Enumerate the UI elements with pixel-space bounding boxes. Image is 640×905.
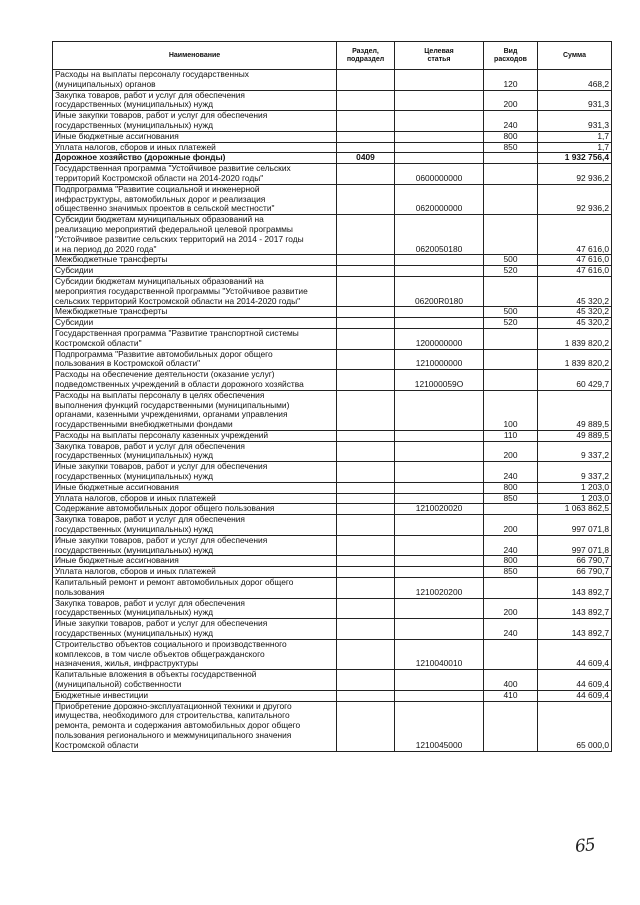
- row-sum: 1 203,0: [538, 482, 612, 493]
- row-section: [337, 430, 395, 441]
- row-section: [337, 307, 395, 318]
- handwritten-page-number: 65: [574, 835, 596, 857]
- row-sum: 1,7: [538, 142, 612, 153]
- row-name: Расходы на выплаты персоналу в целях обеспечения выполнения функций государственными (муниципальными) органами, казенными учреждениями, органами управления государственными внебюджетными фондами: [53, 390, 337, 430]
- header-expense-type: Вид расходов: [484, 42, 538, 70]
- row-name: Уплата налогов, сборов и иных платежей: [53, 567, 337, 578]
- row-name: Межбюджетные трансферты: [53, 307, 337, 318]
- row-section: [337, 164, 395, 185]
- row-expense-type: 120: [484, 70, 538, 91]
- row-article: [395, 567, 484, 578]
- row-name: Иные закупки товаров, работ и услуг для обеспечения государственных (муниципальных) нужд: [53, 462, 337, 483]
- row-name: Субсидии: [53, 318, 337, 329]
- table-row: [53, 131, 612, 142]
- table-row: [53, 349, 612, 370]
- row-section: [337, 131, 395, 142]
- row-sum: 47 616,0: [538, 266, 612, 277]
- row-sum: 143 892,7: [538, 578, 612, 599]
- row-article: [395, 153, 484, 164]
- row-section: [337, 441, 395, 462]
- header-section: Раздел, подраздел: [337, 42, 395, 70]
- row-name: Субсидии: [53, 266, 337, 277]
- row-name: Иные бюджетные ассигнования: [53, 131, 337, 142]
- row-name: Подпрограмма "Развитие автомобильных дорог общего пользования в Костромской области": [53, 349, 337, 370]
- row-expense-type: 240: [484, 462, 538, 483]
- row-expense-type: 200: [484, 515, 538, 536]
- table-row: [53, 493, 612, 504]
- row-section: [337, 515, 395, 536]
- row-name: Иные бюджетные ассигнования: [53, 556, 337, 567]
- row-section: [337, 619, 395, 640]
- row-article: 1210040010: [395, 639, 484, 669]
- row-sum: 143 892,7: [538, 598, 612, 619]
- row-section: [337, 70, 395, 91]
- row-section: [337, 639, 395, 669]
- row-article: [395, 535, 484, 556]
- row-section: [337, 266, 395, 277]
- row-name: Закупка товаров, работ и услуг для обеспечения государственных (муниципальных) нужд: [53, 515, 337, 536]
- row-sum: 1 839 820,2: [538, 328, 612, 349]
- row-sum: 66 790,7: [538, 567, 612, 578]
- budget-table: [52, 41, 612, 752]
- table-row: [53, 535, 612, 556]
- row-sum: 1,7: [538, 131, 612, 142]
- row-section: [337, 493, 395, 504]
- row-article: [395, 515, 484, 536]
- table-row: [53, 578, 612, 599]
- row-section: [337, 255, 395, 266]
- row-name: Подпрограмма "Развитие социальной и инженерной инфраструктуры, автомобильных дорог и реализация общественно значимых проектов в сельской местности": [53, 184, 337, 214]
- row-expense-type: 240: [484, 535, 538, 556]
- row-section: [337, 328, 395, 349]
- table-row: [53, 90, 612, 111]
- row-sum: 44 609,4: [538, 690, 612, 701]
- table-row: [53, 462, 612, 483]
- row-sum: 931,3: [538, 111, 612, 132]
- row-name: Расходы на выплаты персоналу казенных учреждений: [53, 430, 337, 441]
- row-article: 1200000000: [395, 328, 484, 349]
- row-expense-type: [484, 701, 538, 751]
- row-article: 1210000000: [395, 349, 484, 370]
- row-name: Закупка товаров, работ и услуг для обеспечения государственных (муниципальных) нужд: [53, 441, 337, 462]
- table-row: [53, 70, 612, 91]
- row-article: [395, 482, 484, 493]
- row-expense-type: [484, 328, 538, 349]
- table-row: [53, 255, 612, 266]
- row-section: [337, 690, 395, 701]
- row-expense-type: 850: [484, 142, 538, 153]
- row-name: Государственная программа "Развитие транспортной системы Костромской области": [53, 328, 337, 349]
- row-section: [337, 535, 395, 556]
- row-sum: 1 932 756,4: [538, 153, 612, 164]
- row-article: 0620050180: [395, 215, 484, 255]
- row-name: Субсидии бюджетам муниципальных образований на мероприятия государственной программы "Устойчивое развитие сельских территорий Костромской области на 2014-2020 годы": [53, 276, 337, 306]
- table-row: [53, 266, 612, 277]
- row-expense-type: [484, 276, 538, 306]
- row-article: [395, 430, 484, 441]
- row-name: Капитальный ремонт и ремонт автомобильных дорог общего пользования: [53, 578, 337, 599]
- row-sum: 997 071,8: [538, 535, 612, 556]
- row-name: Иные закупки товаров, работ и услуг для обеспечения государственных (муниципальных) нужд: [53, 535, 337, 556]
- row-name: Приобретение дорожно-эксплуатационной техники и другого имущества, необходимого для строительства, капитального ремонта, ремонта и содержания автомобильных дорог общего пользования регионального и межмуниципального значения Костромской области: [53, 701, 337, 751]
- table-row: [53, 690, 612, 701]
- row-section: [337, 462, 395, 483]
- table-body: [53, 70, 612, 752]
- row-expense-type: 100: [484, 390, 538, 430]
- row-sum: 92 936,2: [538, 164, 612, 185]
- row-name: Закупка товаров, работ и услуг для обеспечения государственных (муниципальных) нужд: [53, 598, 337, 619]
- row-sum: 49 889,5: [538, 430, 612, 441]
- row-expense-type: [484, 184, 538, 214]
- table-row: [53, 328, 612, 349]
- row-section: [337, 276, 395, 306]
- table-row: [53, 639, 612, 669]
- row-section: [337, 142, 395, 153]
- row-name: Уплата налогов, сборов и иных платежей: [53, 493, 337, 504]
- row-sum: 9 337,2: [538, 441, 612, 462]
- table-row: [53, 318, 612, 329]
- row-article: [395, 318, 484, 329]
- row-name: Иные закупки товаров, работ и услуг для обеспечения государственных (муниципальных) нужд: [53, 111, 337, 132]
- row-name: Расходы на выплаты персоналу государственных (муниципальных) органов: [53, 70, 337, 91]
- row-article: [395, 142, 484, 153]
- row-article: [395, 111, 484, 132]
- row-article: [395, 670, 484, 691]
- row-name: Капитальные вложения в объекты государственной (муниципальной) собственности: [53, 670, 337, 691]
- header-sum: Сумма: [538, 42, 612, 70]
- row-expense-type: 410: [484, 690, 538, 701]
- row-article: [395, 598, 484, 619]
- row-sum: 1 063 862,5: [538, 504, 612, 515]
- row-sum: 9 337,2: [538, 462, 612, 483]
- row-section: [337, 184, 395, 214]
- row-expense-type: [484, 153, 538, 164]
- row-section: 0409: [337, 153, 395, 164]
- row-article: 121000059О: [395, 370, 484, 391]
- row-sum: 66 790,7: [538, 556, 612, 567]
- row-expense-type: 520: [484, 266, 538, 277]
- row-sum: 60 429,7: [538, 370, 612, 391]
- table-row: [53, 619, 612, 640]
- table-row: [53, 184, 612, 214]
- row-article: [395, 390, 484, 430]
- row-expense-type: 850: [484, 493, 538, 504]
- table-row: [53, 567, 612, 578]
- table-row: [53, 482, 612, 493]
- row-article: [395, 131, 484, 142]
- row-sum: 44 609,4: [538, 670, 612, 691]
- row-expense-type: 520: [484, 318, 538, 329]
- row-article: 1210045000: [395, 701, 484, 751]
- table-row: [53, 390, 612, 430]
- row-article: [395, 70, 484, 91]
- row-article: 0620000000: [395, 184, 484, 214]
- row-name: Содержание автомобильных дорог общего пользования: [53, 504, 337, 515]
- table-row: [53, 441, 612, 462]
- row-name: Строительство объектов социального и производственного комплексов, в том числе объектов общегражданского назначения, жилья, инфраструктуры: [53, 639, 337, 669]
- row-section: [337, 482, 395, 493]
- row-sum: 45 320,2: [538, 318, 612, 329]
- row-name: Субсидии бюджетам муниципальных образований на реализацию мероприятий федеральной целевой программы "Устойчивое развитие сельских территорий на 2014 - 2017 годы и на период до 2020 года": [53, 215, 337, 255]
- row-section: [337, 701, 395, 751]
- row-section: [337, 670, 395, 691]
- row-sum: 1 839 820,2: [538, 349, 612, 370]
- table-row: [53, 515, 612, 536]
- row-article: [395, 441, 484, 462]
- row-section: [337, 390, 395, 430]
- row-expense-type: 500: [484, 307, 538, 318]
- row-expense-type: 500: [484, 255, 538, 266]
- table-row: [53, 701, 612, 751]
- row-sum: 997 071,8: [538, 515, 612, 536]
- row-expense-type: [484, 578, 538, 599]
- row-expense-type: 200: [484, 90, 538, 111]
- row-name: Иные бюджетные ассигнования: [53, 482, 337, 493]
- row-section: [337, 578, 395, 599]
- table-row: [53, 153, 612, 164]
- row-expense-type: 850: [484, 567, 538, 578]
- row-expense-type: [484, 164, 538, 185]
- row-name: Государственная программа "Устойчивое развитие сельских территорий Костромской области на 2014-2020 годы": [53, 164, 337, 185]
- row-expense-type: 800: [484, 556, 538, 567]
- row-sum: 468,2: [538, 70, 612, 91]
- table-row: [53, 504, 612, 515]
- row-sum: 931,3: [538, 90, 612, 111]
- row-sum: 47 616,0: [538, 255, 612, 266]
- row-section: [337, 598, 395, 619]
- table-row: [53, 215, 612, 255]
- row-article: [395, 493, 484, 504]
- row-sum: 49 889,5: [538, 390, 612, 430]
- row-name: Бюджетные инвестиции: [53, 690, 337, 701]
- row-section: [337, 111, 395, 132]
- row-expense-type: [484, 215, 538, 255]
- row-article: 1210020200: [395, 578, 484, 599]
- row-name: Иные закупки товаров, работ и услуг для обеспечения государственных (муниципальных) нужд: [53, 619, 337, 640]
- row-expense-type: 800: [484, 131, 538, 142]
- row-name: Межбюджетные трансферты: [53, 255, 337, 266]
- row-article: 1210020020: [395, 504, 484, 515]
- row-article: [395, 266, 484, 277]
- row-expense-type: 200: [484, 441, 538, 462]
- row-sum: 92 936,2: [538, 184, 612, 214]
- table-row: [53, 370, 612, 391]
- row-section: [337, 370, 395, 391]
- row-expense-type: [484, 370, 538, 391]
- row-article: [395, 307, 484, 318]
- row-expense-type: [484, 349, 538, 370]
- row-section: [337, 90, 395, 111]
- row-section: [337, 504, 395, 515]
- row-sum: 45 320,2: [538, 276, 612, 306]
- row-name: Расходы на обеспечение деятельности (оказание услуг) подведомственных учреждений в области дорожного хозяйства: [53, 370, 337, 391]
- row-expense-type: [484, 504, 538, 515]
- row-section: [337, 349, 395, 370]
- row-article: [395, 255, 484, 266]
- row-article: [395, 556, 484, 567]
- row-sum: 143 892,7: [538, 619, 612, 640]
- table-row: [53, 307, 612, 318]
- row-sum: 44 609,4: [538, 639, 612, 669]
- table-row: [53, 142, 612, 153]
- row-sum: 65 000,0: [538, 701, 612, 751]
- table-row: [53, 598, 612, 619]
- row-sum: 47 616,0: [538, 215, 612, 255]
- row-expense-type: 800: [484, 482, 538, 493]
- row-expense-type: [484, 639, 538, 669]
- header-name: Наименование: [53, 42, 337, 70]
- row-expense-type: 240: [484, 619, 538, 640]
- table-row: [53, 164, 612, 185]
- row-section: [337, 567, 395, 578]
- row-article: [395, 690, 484, 701]
- row-article: 06200R0180: [395, 276, 484, 306]
- row-article: [395, 462, 484, 483]
- row-article: 0600000000: [395, 164, 484, 185]
- row-expense-type: 400: [484, 670, 538, 691]
- row-section: [337, 318, 395, 329]
- table-row: [53, 111, 612, 132]
- row-expense-type: 110: [484, 430, 538, 441]
- row-expense-type: 200: [484, 598, 538, 619]
- row-name: Уплата налогов, сборов и иных платежей: [53, 142, 337, 153]
- table-row: [53, 556, 612, 567]
- table-row: [53, 276, 612, 306]
- row-name: Закупка товаров, работ и услуг для обеспечения государственных (муниципальных) нужд: [53, 90, 337, 111]
- row-section: [337, 556, 395, 567]
- row-sum: 1 203,0: [538, 493, 612, 504]
- row-article: [395, 619, 484, 640]
- table-header-row: [53, 42, 612, 70]
- row-sum: 45 320,2: [538, 307, 612, 318]
- header-article: Целевая статья: [395, 42, 484, 70]
- row-section: [337, 215, 395, 255]
- row-article: [395, 90, 484, 111]
- row-expense-type: 240: [484, 111, 538, 132]
- table-row: [53, 670, 612, 691]
- row-name: Дорожное хозяйство (дорожные фонды): [53, 153, 337, 164]
- table-row: [53, 430, 612, 441]
